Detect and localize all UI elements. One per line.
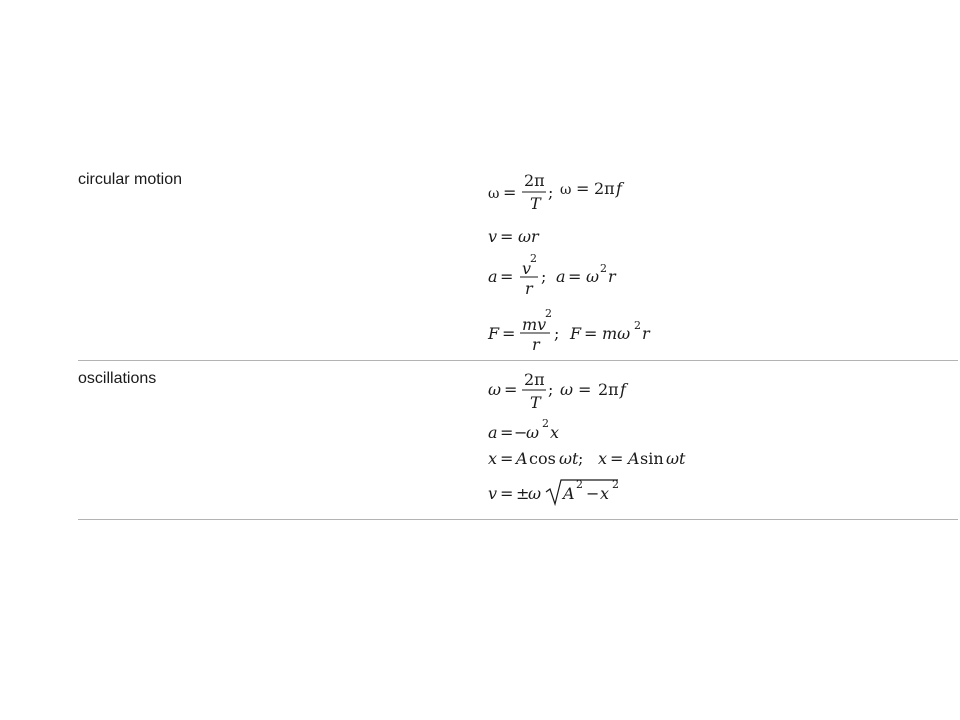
- equation-centripetal-force: [488, 305, 688, 354]
- svg-text:mω: mω: [602, 324, 631, 343]
- svg-text:r: r: [525, 279, 533, 298]
- svg-text:F: F: [570, 324, 582, 343]
- svg-text:sin: sin: [640, 449, 664, 468]
- svg-text:−: −: [514, 423, 528, 442]
- svg-text:x: x: [600, 484, 610, 503]
- svg-text:a: a: [488, 267, 498, 286]
- svg-text:F: F: [488, 324, 500, 343]
- svg-text:ω: ω: [560, 182, 572, 198]
- svg-text:2π: 2π: [524, 370, 545, 389]
- svg-text:;: ;: [578, 449, 584, 468]
- svg-text:2: 2: [530, 252, 537, 265]
- svg-text:v: v: [488, 484, 498, 503]
- svg-text:ω: ω: [528, 484, 542, 503]
- svg-text:±: ±: [516, 484, 530, 503]
- svg-text:x: x: [488, 449, 498, 468]
- svg-text:f: f: [620, 380, 626, 399]
- svg-text:−: −: [586, 484, 600, 503]
- svg-text:ω: ω: [488, 186, 500, 202]
- svg-text:;: ;: [548, 380, 554, 399]
- svg-text:2π: 2π: [594, 179, 615, 198]
- svg-text:=: =: [503, 183, 517, 202]
- svg-text:=: =: [610, 449, 624, 468]
- svg-text:v: v: [488, 227, 498, 246]
- equation-oscillation-angular-frequency: [488, 368, 668, 412]
- svg-text:=: =: [568, 267, 582, 286]
- svg-text:a: a: [488, 423, 498, 442]
- svg-text:=: =: [500, 484, 514, 503]
- svg-text:;: ;: [548, 183, 554, 202]
- svg-text:;: ;: [541, 267, 547, 286]
- svg-text:ω: ω: [526, 423, 540, 442]
- svg-text:=: =: [584, 324, 598, 343]
- svg-text:x: x: [598, 449, 608, 468]
- svg-text:2π: 2π: [598, 380, 619, 399]
- topic-circular-motion: circular motion: [78, 171, 183, 188]
- svg-text:cos: cos: [529, 449, 556, 468]
- svg-text:r: r: [532, 335, 540, 354]
- svg-text:2: 2: [600, 262, 607, 275]
- svg-text:=: =: [504, 380, 518, 399]
- svg-text:2: 2: [634, 319, 641, 332]
- svg-text:ω: ω: [488, 380, 502, 399]
- svg-text:2: 2: [576, 478, 583, 491]
- svg-text:;: ;: [554, 324, 560, 343]
- svg-text:A: A: [516, 449, 528, 468]
- svg-text:2: 2: [612, 478, 619, 491]
- svg-text:A: A: [563, 484, 575, 503]
- svg-text:mv: mv: [522, 315, 547, 334]
- equation-centripetal-acceleration: [488, 250, 668, 298]
- row-divider: [78, 360, 958, 361]
- svg-text:T: T: [530, 393, 541, 412]
- svg-text:ωr: ωr: [518, 227, 539, 246]
- svg-text:A: A: [628, 449, 640, 468]
- equation-shm-velocity: [488, 474, 648, 514]
- svg-text:r: r: [642, 324, 650, 343]
- svg-text:ω: ω: [560, 380, 574, 399]
- svg-text:T: T: [530, 194, 541, 213]
- svg-text:2π: 2π: [524, 171, 545, 190]
- svg-text:=: =: [502, 324, 516, 343]
- topic-oscillations: oscillations: [78, 370, 157, 387]
- svg-text:=: =: [500, 267, 514, 286]
- svg-text:f: f: [616, 179, 622, 198]
- svg-text:=: =: [500, 227, 514, 246]
- svg-text:x: x: [550, 423, 560, 442]
- row-divider: [78, 519, 958, 520]
- svg-text:=: =: [576, 179, 590, 198]
- equation-angular-velocity-period: [488, 168, 668, 213]
- svg-text:=: =: [578, 380, 592, 399]
- svg-text:2: 2: [542, 417, 549, 430]
- svg-text:a: a: [556, 267, 566, 286]
- svg-text:=: =: [500, 423, 514, 442]
- svg-text:2: 2: [545, 307, 552, 320]
- svg-text:ω: ω: [586, 267, 600, 286]
- svg-text:ωt: ωt: [666, 449, 686, 468]
- svg-text:v: v: [522, 259, 532, 278]
- svg-text:=: =: [500, 449, 514, 468]
- svg-text:r: r: [608, 267, 616, 286]
- svg-text:ωt: ωt: [559, 449, 579, 468]
